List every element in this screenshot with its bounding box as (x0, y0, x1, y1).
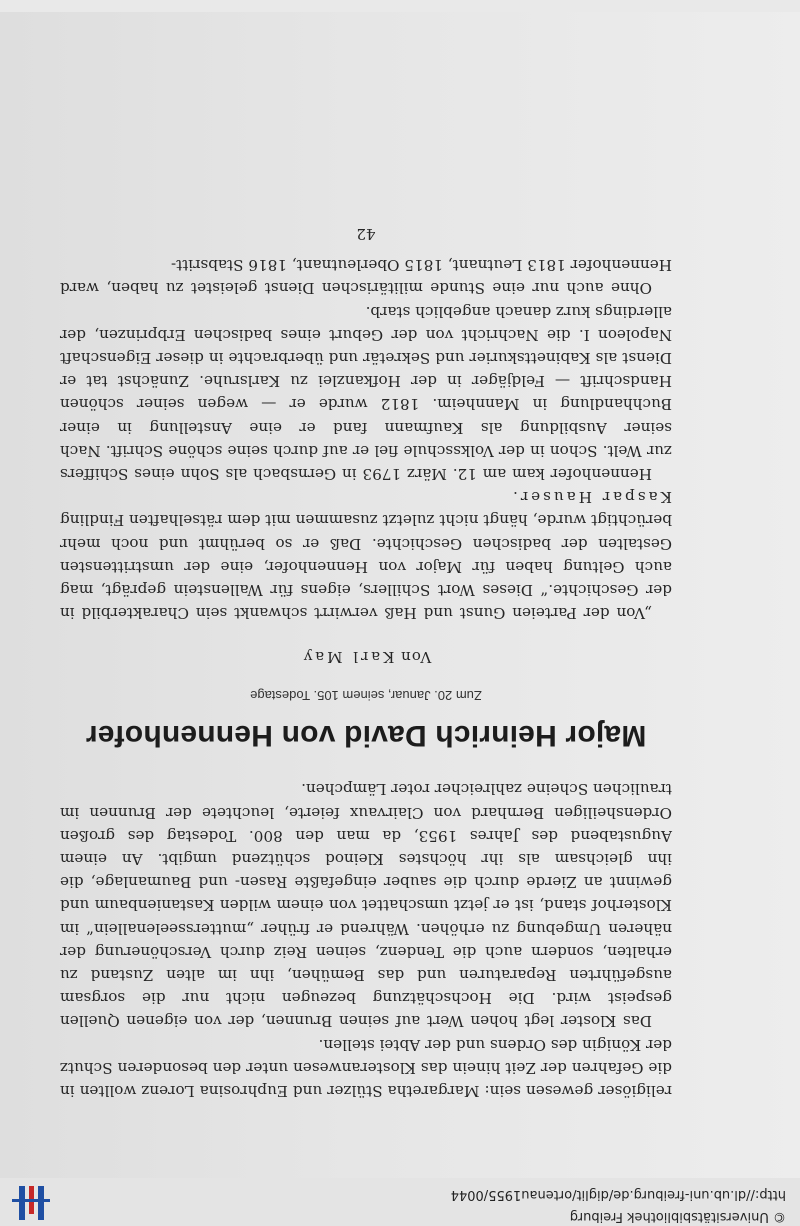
article-subtitle: Zum 20. Januar, seinem 105. Todestage (250, 688, 482, 704)
university-library-logo-icon (10, 1184, 52, 1224)
page-number: 42 (356, 224, 376, 243)
copyright-notice: © Universitätsbibliothek Freiburg (569, 1209, 786, 1224)
source-url-link[interactable]: http://dl.ub.uni-freiburg.de/diglit/ortenau1955/0044 (450, 1187, 786, 1202)
body-paragraph-2: Hennenhofer kam am 12. März 1793 in Gernsbach als Sohn eines Schiffers zur Welt. Schon in der Volksschule fiel er auf durch seine schöne Schrift. Nach seiner Ausbildung als Kaufmann fand er eine Anstellung in einer Buchhandlung in Mannheim. 1812 wurde er — wegen seiner schönen Handschrift — Feldjäger in der Hofkanzlei zu Karlsruhe. Zunächst tat er Dienst als Kabinettskurier und Sekretär und überbrachte in dieser Eigenschaft Napoleon I. die Nachricht von der Geburt eines badischen Erbprinzen, der allerdings kurz danach angeblich starb. (60, 302, 672, 483)
body-paragraph-1 (60, 485, 672, 624)
document-page (0, 12, 800, 1178)
kaspar-hauser-name: Kaspar Hauser (517, 488, 672, 507)
intro-paragraph-1: religiöser gewesen sein: Margaretha Stülzer und Euphrosina Lorenz wollten in die Gefahren der Zeit hinein das Klosteranwesen unter den besonderen Schutz der Königin des Ordens und der Abtei stellen. (60, 1035, 672, 1100)
page-content (60, 225, 672, 1102)
body-paragraph-1-text: „Von der Parteien Gunst und Haß verwirrt schwankt sein Charakterbild in der Geschichte.“ Dieses Wort Schillers, eigens für Wallenstein geprägt, mag auch Geltung haben für Major von Hennenhofer, eine der umstrittensten Gestalten der badischen Geschichte. Daß er so berühmt und noch mehr berüchtigt wurde, hängt nicht zuletzt zusammen mit dem rätselhaften Findling (60, 511, 672, 623)
author-prefix: Von (394, 648, 432, 667)
article-author (60, 648, 672, 666)
top-edge-strip (0, 0, 800, 12)
article-title: Major Heinrich David von Hennenhofer (85, 719, 647, 753)
body-paragraph-3: Ohne auch nur eine Stunde militärischen Dienst geleistet zu haben, ward Hennenhofer 1813 Leutnant, 1815 Oberleutnant, 1816 Stabsritt- (60, 256, 672, 298)
library-footer-bar (0, 1177, 800, 1226)
intro-paragraph-2: Das Kloster legt hohen Wert auf seinen Brunnen, der von eigenen Quellen gespeist wird. Die Hochschätzung bezeugen nicht nur die sorgsam ausgeführten Reparaturen und das Bemühen, ihn im alten Zustand zu erhalten, sondern auch die Tendenz, seinen Reiz durch Verschönerung der näheren Umgebung zu erhöhen. Während er früher „muttersseelenallein“ im Klosterhof stand, ist er jetzt umschattet von einem wilden Kastanienbaum und gewinnt an Zierde durch die sauber eingefaßte Rasen- und Baumanlage, die ihn gleichsam als ihr höchstes Kleinod schützend umgibt. An einem Augustabend des Jahres 1953, da man den 800. Todestag des großen Ordensheiligen Bernhard von Clairvaux feierte, leuchtete der Brunnen im traulichen Scheine zahlreicher roter Lämpchen. (60, 780, 672, 1031)
body-paragraph-1-end: . (512, 488, 518, 507)
author-name: Karl May (300, 648, 395, 667)
